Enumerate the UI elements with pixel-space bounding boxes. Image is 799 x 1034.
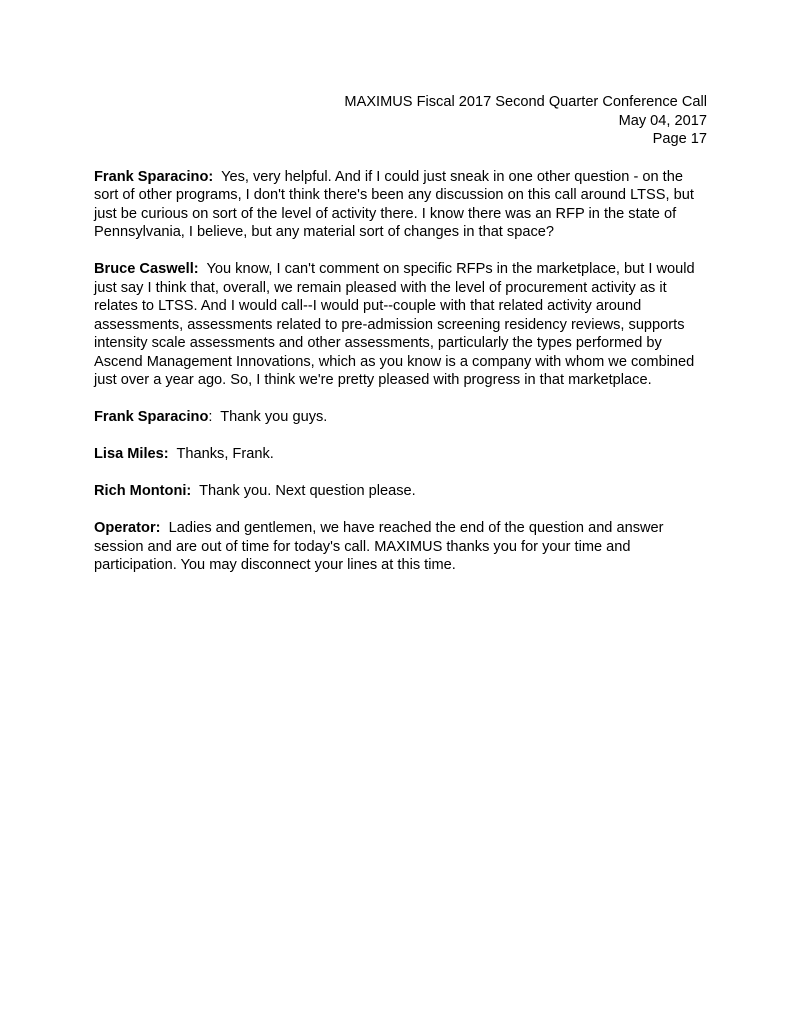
speaker-name: Frank Sparacino xyxy=(94,409,209,425)
transcript-paragraph xyxy=(94,168,707,242)
speaker-trail: : xyxy=(208,409,213,425)
speaker-text: Ladies and gentlemen, we have reached the end of the question and answer session and are out of time for today's call. MAXIMUS thanks you for your time and participation. You may disconnect your lines at this time. xyxy=(94,520,668,573)
transcript-page xyxy=(94,93,707,593)
page-header xyxy=(94,93,707,149)
speaker-text: You know, I can't comment on specific RFPs in the marketplace, but I would just say I think that, overall, we remain pleased with the level of procurement activity as it relates to LTSS. And I would call--I would put--couple with that related activity around assessments, assessments related to pre-admission screening residency reviews, supports intensity scale assessments and other assessments, particularly the types performed by Ascend Management Innovations, which as you know is a company with whom we combined just over a year ago. So, I think we're pretty pleased with progress in that marketplace. xyxy=(94,261,699,388)
transcript-paragraph xyxy=(94,408,707,427)
speaker-name: Frank Sparacino: xyxy=(94,168,214,185)
transcript-paragraph xyxy=(94,519,707,575)
transcript-paragraph xyxy=(94,260,707,390)
header-title: MAXIMUS Fiscal 2017 Second Quarter Conference Call xyxy=(344,94,707,110)
speaker-text: Yes, very helpful. And if I could just sneak in one other question - on the sort of other programs, I don't think there's been any discussion on this call around LTSS, but just be curious on sort of the level of activity there. I know there was an RFP in the state of Pennsylvania, I believe, but any material sort of changes in that space? xyxy=(94,168,698,240)
speaker-name: Rich Montoni: xyxy=(94,483,192,499)
transcript-paragraph xyxy=(94,482,707,501)
speaker-text: Thanks, Frank. xyxy=(168,446,274,462)
speaker-text: Thank you guys. xyxy=(212,409,328,425)
speaker-name: Lisa Miles: xyxy=(94,446,169,462)
transcript-paragraph xyxy=(94,445,707,464)
header-page-number: Page 17 xyxy=(652,131,707,147)
speaker-name: Bruce Caswell: xyxy=(94,261,199,277)
speaker-name: Operator: xyxy=(94,520,161,536)
header-date: May 04, 2017 xyxy=(618,112,707,129)
speaker-text: Thank you. Next question please. xyxy=(191,483,416,499)
